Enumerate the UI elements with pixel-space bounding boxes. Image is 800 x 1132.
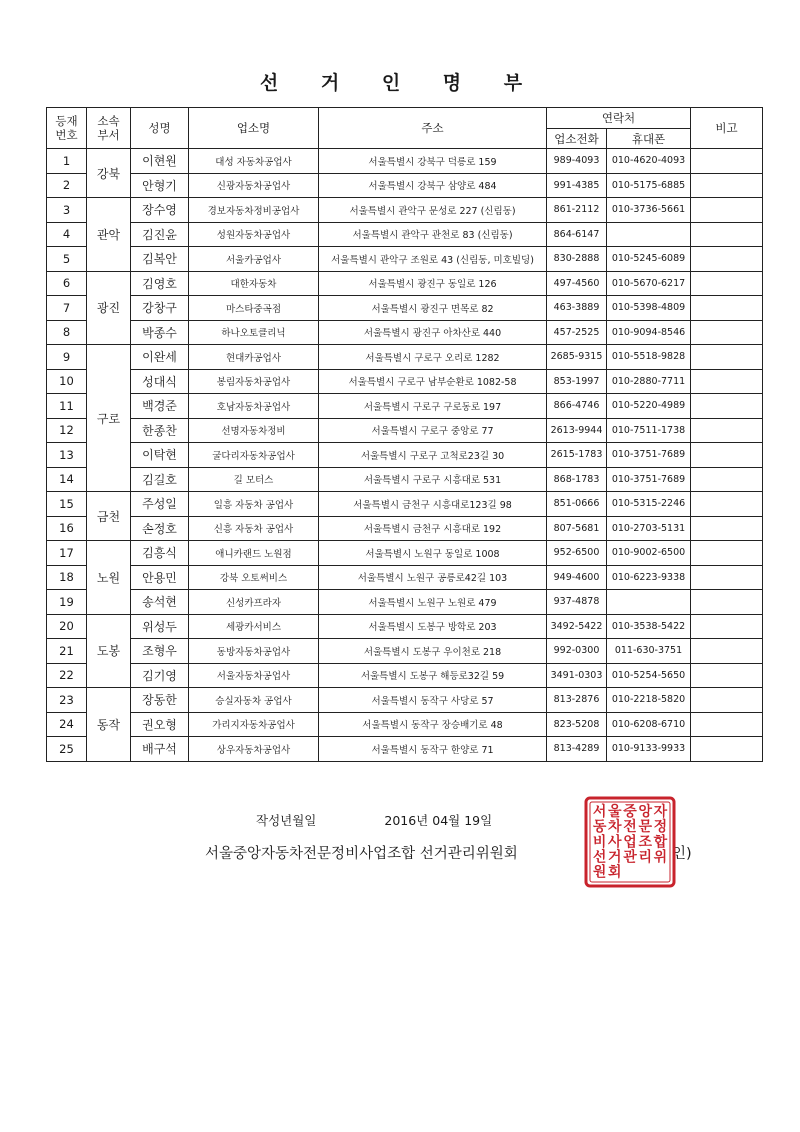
cell-mobile: 010-9002-6500 [607, 541, 691, 566]
seal-glyph: 자 [653, 803, 668, 820]
cell-tel: 2613-9944 [547, 418, 607, 443]
cell-no: 8 [47, 320, 87, 345]
cell-mobile: 010-7511-1738 [607, 418, 691, 443]
cell-name: 안형기 [131, 173, 189, 198]
cell-name: 배구석 [131, 737, 189, 762]
cell-no: 12 [47, 418, 87, 443]
seal-glyph: 원 [592, 864, 607, 881]
cell-name: 강창구 [131, 296, 189, 321]
cell-note [691, 149, 763, 174]
cell-mobile: 010-3751-7689 [607, 467, 691, 492]
table-row [47, 345, 763, 370]
cell-tel: 952-6500 [547, 541, 607, 566]
cell-name: 김영호 [131, 271, 189, 296]
cell-no: 24 [47, 712, 87, 737]
cell-tel: 813-2876 [547, 688, 607, 713]
cell-no: 22 [47, 663, 87, 688]
cell-name: 안용민 [131, 565, 189, 590]
cell-note [691, 639, 763, 664]
cell-shop: 가리지자동차공업사 [189, 712, 319, 737]
cell-tel: 2685-9315 [547, 345, 607, 370]
seal-glyph: 리 [638, 849, 652, 866]
cell-shop: 신광자동차공업사 [189, 173, 319, 198]
cell-shop: 경보자동차정비공업사 [189, 198, 319, 223]
cell-tel: 868-1783 [547, 467, 607, 492]
cell-shop: 서울자동차공업사 [189, 663, 319, 688]
cell-name: 김복안 [131, 247, 189, 272]
seal-glyph: 합 [653, 834, 668, 851]
cell-shop: 서울카공업사 [189, 247, 319, 272]
cell-branch: 광진 [87, 271, 131, 345]
cell-mobile: 010-5175-6885 [607, 173, 691, 198]
cell-tel: 457-2525 [547, 320, 607, 345]
cell-no: 19 [47, 590, 87, 615]
cell-no: 7 [47, 296, 87, 321]
voter-roster-table [46, 107, 763, 762]
cell-no: 13 [47, 443, 87, 468]
cell-shop: 승실자동차 공업사 [189, 688, 319, 713]
cell-no: 1 [47, 149, 87, 174]
table-row [47, 639, 763, 664]
cell-shop: 굴다리자동차공업사 [189, 443, 319, 468]
cell-tel: 991-4385 [547, 173, 607, 198]
header-contact: 연락처 [547, 108, 691, 129]
cell-note [691, 247, 763, 272]
cell-no: 17 [47, 541, 87, 566]
page-title: 선 거 인 명 부 [259, 72, 541, 94]
cell-tel: 463-3889 [547, 296, 607, 321]
cell-name: 김흥식 [131, 541, 189, 566]
cell-name: 이완세 [131, 345, 189, 370]
cell-name: 김기영 [131, 663, 189, 688]
seal-glyph: 전 [623, 819, 637, 836]
cell-shop: 길 모터스 [189, 467, 319, 492]
table-row [47, 516, 763, 541]
cell-address: 서울특별시 강북구 삼양로 484 [319, 173, 547, 198]
cell-shop: 신흥 자동차 공업사 [189, 516, 319, 541]
cell-mobile: 010-3538-5422 [607, 614, 691, 639]
table-row [47, 467, 763, 492]
cell-tel: 937-4878 [547, 590, 607, 615]
cell-name: 이탁현 [131, 443, 189, 468]
cell-branch: 도봉 [87, 614, 131, 688]
cell-tel: 830-2888 [547, 247, 607, 272]
cell-tel: 989-4093 [547, 149, 607, 174]
seal-glyph: 동 [592, 819, 607, 836]
cell-no: 18 [47, 565, 87, 590]
cell-address: 서울특별시 구로구 오리로 1282 [319, 345, 547, 370]
cell-address: 서울특별시 광진구 동일로 126 [319, 271, 547, 296]
table-row [47, 198, 763, 223]
cell-mobile: 010-2880-7711 [607, 369, 691, 394]
cell-address: 서울특별시 구로구 고척로23길 30 [319, 443, 547, 468]
cell-shop: 호남자동차공업사 [189, 394, 319, 419]
cell-no: 11 [47, 394, 87, 419]
cell-note [691, 296, 763, 321]
cell-note [691, 320, 763, 345]
seal-glyph: 조 [638, 834, 652, 851]
cell-address: 서울특별시 동작구 한양로 71 [319, 737, 547, 762]
cell-note [691, 467, 763, 492]
header-tel: 업소전화 [547, 129, 607, 149]
table-row [47, 614, 763, 639]
cell-no: 6 [47, 271, 87, 296]
cell-mobile [607, 222, 691, 247]
cell-address: 서울특별시 금천구 시흥대로 192 [319, 516, 547, 541]
cell-name: 장수영 [131, 198, 189, 223]
cell-name: 송석현 [131, 590, 189, 615]
cell-name: 성대식 [131, 369, 189, 394]
cell-note [691, 345, 763, 370]
cell-note [691, 492, 763, 517]
table-row [47, 271, 763, 296]
cell-name: 김길호 [131, 467, 189, 492]
cell-no: 3 [47, 198, 87, 223]
cell-note [691, 271, 763, 296]
cell-name: 주성일 [131, 492, 189, 517]
official-seal-icon [584, 796, 676, 888]
cell-note [691, 418, 763, 443]
header-mobile: 휴대폰 [607, 129, 691, 149]
cell-address: 서울특별시 관악구 조원로 43 (신림동, 미호빌딩) [319, 247, 547, 272]
cell-no: 15 [47, 492, 87, 517]
cell-branch: 금천 [87, 492, 131, 541]
cell-tel: 807-5681 [547, 516, 607, 541]
header-address: 주소 [319, 108, 547, 149]
committee-name: 서울중앙자동차전문정비사업조합 선거관리위원회 [205, 846, 518, 862]
cell-mobile: 010-5254-5650 [607, 663, 691, 688]
cell-name: 권오형 [131, 712, 189, 737]
table-row [47, 565, 763, 590]
cell-no: 25 [47, 737, 87, 762]
cell-address: 서울특별시 구로구 중앙로 77 [319, 418, 547, 443]
cell-tel: 864-6147 [547, 222, 607, 247]
cell-shop: 하나오토클리닉 [189, 320, 319, 345]
cell-name: 위성두 [131, 614, 189, 639]
cell-tel: 851-0666 [547, 492, 607, 517]
table-row [47, 418, 763, 443]
cell-name: 조형우 [131, 639, 189, 664]
cell-no: 4 [47, 222, 87, 247]
cell-tel: 813-4289 [547, 737, 607, 762]
date-value: 2016년 04월 19일 [384, 813, 493, 828]
seal-glyph: 비 [592, 834, 607, 851]
cell-mobile: 010-9094-8546 [607, 320, 691, 345]
cell-address: 서울특별시 노원구 동일로 1008 [319, 541, 547, 566]
cell-branch: 강북 [87, 149, 131, 198]
cell-name: 손정호 [131, 516, 189, 541]
cell-no: 10 [47, 369, 87, 394]
cell-branch: 관악 [87, 198, 131, 272]
header-name: 성명 [131, 108, 189, 149]
cell-shop: 마스타중곡점 [189, 296, 319, 321]
cell-mobile: 010-5670-6217 [607, 271, 691, 296]
cell-no: 16 [47, 516, 87, 541]
table-row [47, 663, 763, 688]
cell-no: 14 [47, 467, 87, 492]
cell-address: 서울특별시 노원구 공릉로42길 103 [319, 565, 547, 590]
cell-no: 21 [47, 639, 87, 664]
cell-tel: 823-5208 [547, 712, 607, 737]
table-row [47, 149, 763, 174]
seal-glyph: 위 [653, 849, 668, 866]
cell-shop: 세광카서비스 [189, 614, 319, 639]
cell-note [691, 516, 763, 541]
seal-glyph: 차 [608, 819, 622, 836]
cell-branch: 구로 [87, 345, 131, 492]
cell-address: 서울특별시 도봉구 우이천로 218 [319, 639, 547, 664]
cell-name: 백경준 [131, 394, 189, 419]
header-no: 등재 번호 [47, 108, 87, 149]
cell-name: 장동한 [131, 688, 189, 713]
cell-no: 5 [47, 247, 87, 272]
seal-glyph: 관 [623, 849, 637, 866]
cell-address: 서울특별시 노원구 노원로 479 [319, 590, 547, 615]
table-row [47, 247, 763, 272]
header-shop: 업소명 [189, 108, 319, 149]
cell-no: 23 [47, 688, 87, 713]
cell-note [691, 565, 763, 590]
header-note: 비고 [691, 108, 763, 149]
date-label: 작성년월일 [256, 813, 317, 828]
cell-shop: 상우자동차공업사 [189, 737, 319, 762]
cell-tel: 497-4560 [547, 271, 607, 296]
table-row [47, 369, 763, 394]
cell-note [691, 737, 763, 762]
cell-note [691, 541, 763, 566]
cell-shop: 대한자동차 [189, 271, 319, 296]
cell-address: 서울특별시 구로구 구로동로 197 [319, 394, 547, 419]
cell-note [691, 590, 763, 615]
table-row [47, 712, 763, 737]
cell-shop: 신성카프라자 [189, 590, 319, 615]
cell-tel: 853-1997 [547, 369, 607, 394]
seal-glyph: 회 [608, 864, 622, 881]
seal-glyph: 서 [592, 803, 607, 820]
table-row [47, 296, 763, 321]
seal-glyph: 업 [623, 834, 637, 851]
cell-shop: 성원자동차공업사 [189, 222, 319, 247]
cell-address: 서울특별시 강북구 덕릉로 159 [319, 149, 547, 174]
seal-glyph: 거 [608, 849, 622, 866]
cell-address: 서울특별시 금천구 시흥대로123길 98 [319, 492, 547, 517]
table-row [47, 394, 763, 419]
cell-no: 2 [47, 173, 87, 198]
cell-name: 김진윤 [131, 222, 189, 247]
cell-shop: 선명자동차정비 [189, 418, 319, 443]
cell-mobile: 010-6223-9338 [607, 565, 691, 590]
cell-name: 박종수 [131, 320, 189, 345]
cell-name: 이현원 [131, 149, 189, 174]
cell-note [691, 394, 763, 419]
cell-name: 한종찬 [131, 418, 189, 443]
cell-shop: 강북 오토써비스 [189, 565, 319, 590]
cell-mobile: 010-5220-4989 [607, 394, 691, 419]
cell-tel: 866-4746 [547, 394, 607, 419]
cell-shop: 대성 자동차공업사 [189, 149, 319, 174]
cell-mobile: 010-4620-4093 [607, 149, 691, 174]
cell-mobile: 010-3736-5661 [607, 198, 691, 223]
seal-mark-label: 인) [672, 846, 692, 862]
cell-no: 9 [47, 345, 87, 370]
cell-address: 서울특별시 동작구 장승배기로 48 [319, 712, 547, 737]
cell-mobile: 010-2703-5131 [607, 516, 691, 541]
cell-mobile: 010-6208-6710 [607, 712, 691, 737]
cell-mobile [607, 590, 691, 615]
cell-address: 서울특별시 관악구 관천로 83 (신림동) [319, 222, 547, 247]
cell-address: 서울특별시 구로구 시흥대로 531 [319, 467, 547, 492]
table-row [47, 320, 763, 345]
cell-note [691, 198, 763, 223]
cell-address: 서울특별시 관악구 문성로 227 (신림동) [319, 198, 547, 223]
seal-glyph: 문 [638, 819, 652, 836]
cell-note [691, 688, 763, 713]
cell-tel: 992-0300 [547, 639, 607, 664]
cell-tel: 3491-0303 [547, 663, 607, 688]
cell-address: 서울특별시 광진구 면목로 82 [319, 296, 547, 321]
table-row [47, 590, 763, 615]
cell-address: 서울특별시 동작구 사당로 57 [319, 688, 547, 713]
cell-mobile: 010-5315-2246 [607, 492, 691, 517]
cell-shop: 봉림자동차공업사 [189, 369, 319, 394]
seal-glyph: 울 [608, 803, 622, 820]
cell-mobile: 010-5398-4809 [607, 296, 691, 321]
header-branch: 소속 부서 [87, 108, 131, 149]
footer-date [256, 811, 492, 829]
cell-address: 서울특별시 도봉구 방학로 203 [319, 614, 547, 639]
table-row [47, 443, 763, 468]
cell-shop: 애니카랜드 노원점 [189, 541, 319, 566]
seal-glyph: 정 [653, 819, 668, 836]
cell-mobile: 010-5245-6089 [607, 247, 691, 272]
cell-tel: 2615-1783 [547, 443, 607, 468]
cell-note [691, 712, 763, 737]
table-row [47, 492, 763, 517]
table-row [47, 173, 763, 198]
cell-branch: 노원 [87, 541, 131, 615]
cell-address: 서울특별시 광진구 아차산로 440 [319, 320, 547, 345]
table-row [47, 222, 763, 247]
cell-mobile: 011-630-3751 [607, 639, 691, 664]
cell-mobile: 010-5518-9828 [607, 345, 691, 370]
seal-glyph: 사 [608, 834, 622, 851]
cell-shop: 현대카공업사 [189, 345, 319, 370]
cell-tel: 949-4600 [547, 565, 607, 590]
cell-mobile: 010-2218-5820 [607, 688, 691, 713]
cell-mobile: 010-3751-7689 [607, 443, 691, 468]
cell-address: 서울특별시 구로구 남부순환로 1082-58 [319, 369, 547, 394]
cell-note [691, 222, 763, 247]
cell-note [691, 173, 763, 198]
cell-no: 20 [47, 614, 87, 639]
cell-tel: 3492-5422 [547, 614, 607, 639]
table-row [47, 737, 763, 762]
seal-glyph: 중 [623, 803, 637, 820]
cell-address: 서울특별시 도봉구 해등로32길 59 [319, 663, 547, 688]
cell-mobile: 010-9133-9933 [607, 737, 691, 762]
cell-note [691, 663, 763, 688]
table-row [47, 688, 763, 713]
cell-shop: 동방자동차공업사 [189, 639, 319, 664]
table-row [47, 541, 763, 566]
cell-note [691, 369, 763, 394]
cell-note [691, 614, 763, 639]
cell-branch: 동작 [87, 688, 131, 762]
seal-glyph: 선 [592, 849, 607, 866]
cell-tel: 861-2112 [547, 198, 607, 223]
cell-note [691, 443, 763, 468]
seal-glyph: 앙 [638, 803, 652, 820]
cell-shop: 일흥 자동차 공업사 [189, 492, 319, 517]
